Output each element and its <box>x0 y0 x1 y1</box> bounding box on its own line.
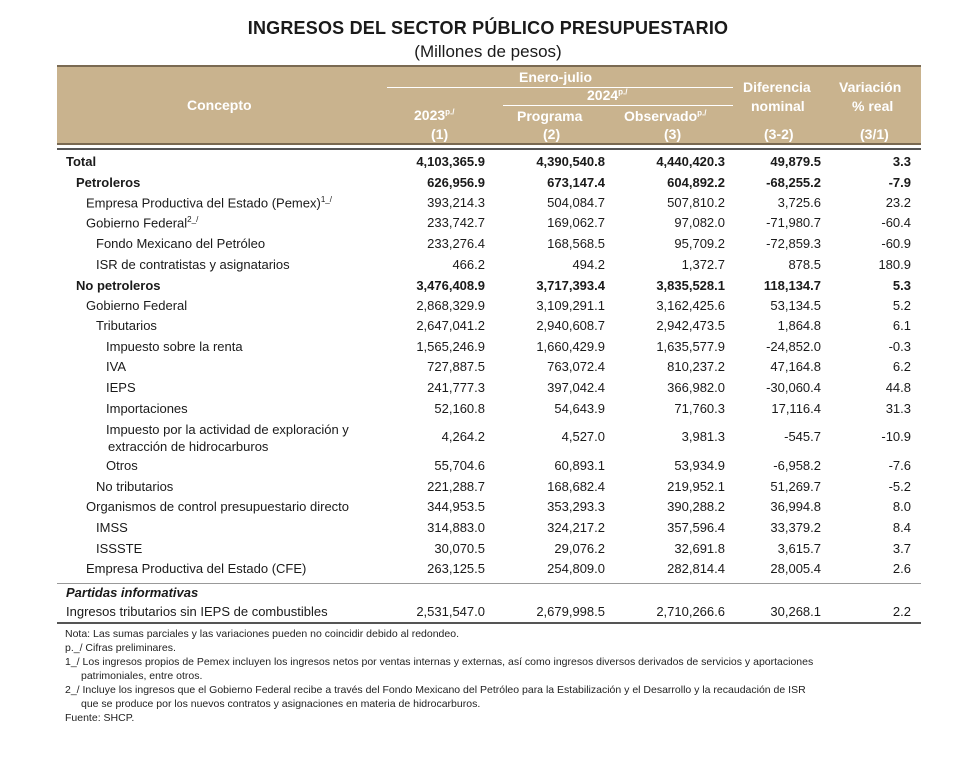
header-observado: Observado$^{p./}$ <box>624 108 707 124</box>
value-variacion: -10.9 <box>881 429 911 444</box>
value-programa: 504,084.7 <box>547 195 605 210</box>
header-year-2024: $2024^{p./}$ <box>587 87 628 103</box>
header-variacion-index: (3/1) <box>860 126 889 142</box>
value-2023: 30,070.5 <box>434 541 485 556</box>
informativas-heading: Partidas informativas <box>66 585 199 600</box>
value-diferencia: 47,164.8 <box>770 359 821 374</box>
value-2023: 52,160.8 <box>434 401 485 416</box>
value-2023: 727,887.5 <box>427 359 485 374</box>
value-diferencia: -68,255.2 <box>766 175 821 190</box>
value-diferencia: 878.5 <box>788 257 821 272</box>
value-2023: 4,103,365.9 <box>416 154 485 169</box>
value-observado: 3,162,425.6 <box>656 298 725 313</box>
value-2023: 55,704.6 <box>434 458 485 473</box>
value-programa: 4,527.0 <box>561 429 605 444</box>
row-label: Gobierno Federal$^{2\_/}$ <box>86 215 199 231</box>
row-label: Tributarios <box>96 318 157 333</box>
header-nominal: nominal <box>751 98 805 114</box>
value-observado: 71,760.3 <box>674 401 725 416</box>
note-2-cont: que se produce por los nuevos contratos y asignaciones en materia de hidrocarburos. <box>81 698 481 710</box>
value-observado: 3,981.3 <box>681 429 725 444</box>
header-col3-index: (3) <box>664 126 682 142</box>
value-variacion: 180.9 <box>878 257 911 272</box>
row-label: Organismos de control presupuestario directo <box>86 499 350 514</box>
header-bottom-rule <box>57 148 921 150</box>
value-programa: 169,062.7 <box>547 215 605 230</box>
value-variacion: 5.3 <box>892 278 911 293</box>
value-2023: 2,647,041.2 <box>416 318 485 333</box>
note-preliminares: p._/ Cifras preliminares. <box>65 642 176 654</box>
row-label: IVA <box>106 359 126 374</box>
value-2023: 393,214.3 <box>427 195 485 210</box>
table-subtitle: (Millones de pesos) <box>414 42 562 61</box>
value-variacion: 6.2 <box>892 359 911 374</box>
value-diferencia: -545.7 <box>784 429 821 444</box>
value-diferencia: -72,859.3 <box>766 236 821 251</box>
value-diferencia: 28,005.4 <box>770 561 821 576</box>
table-header <box>57 65 921 145</box>
value-observado: 2,942,473.5 <box>656 318 725 333</box>
value-2023: 263,125.5 <box>427 561 485 576</box>
value-observado: 3,835,528.1 <box>656 278 725 293</box>
value-2023: 233,276.4 <box>427 236 485 251</box>
value-programa: 54,643.9 <box>554 401 605 416</box>
row-label: Ingresos tributarios sin IEPS de combustibles <box>66 604 328 619</box>
value-observado: 1,372.7 <box>681 257 725 272</box>
row-label: Fondo Mexicano del Petróleo <box>96 236 266 251</box>
value-diferencia: 1,864.8 <box>777 318 821 333</box>
value-diferencia: 30,268.1 <box>770 604 821 619</box>
row-label: Impuesto sobre la renta <box>106 339 243 354</box>
value-observado: 32,691.8 <box>674 541 725 556</box>
row-label: ISSSTE <box>96 541 143 556</box>
value-observado: 357,596.4 <box>667 520 725 535</box>
value-programa: 254,809.0 <box>547 561 605 576</box>
value-observado: 390,288.2 <box>667 499 725 514</box>
row-label: Empresa Productiva del Estado (CFE) <box>86 561 307 576</box>
row-label: Impuesto por la actividad de exploración y extracción de hidrocarburos <box>106 422 349 454</box>
value-variacion: -7.9 <box>888 175 911 190</box>
footnote-marker: 2_/ <box>187 215 199 224</box>
table-title: INGRESOS DEL SECTOR PÚBLICO PRESUPUESTARIO <box>247 18 729 38</box>
value-observado: 1,635,577.9 <box>656 339 725 354</box>
value-observado: 4,440,420.3 <box>656 154 725 169</box>
value-diferencia: 53,134.5 <box>770 298 821 313</box>
value-2023: 466.2 <box>452 257 485 272</box>
value-programa: 168,682.4 <box>547 479 605 494</box>
row-label: No petroleros <box>76 278 161 293</box>
row-label: Importaciones <box>106 401 188 416</box>
value-variacion: 2.6 <box>892 561 911 576</box>
header-periodo: Enero-julio <box>519 69 593 85</box>
value-programa: 763,072.4 <box>547 359 605 374</box>
value-observado: 604,892.2 <box>667 175 725 190</box>
value-diferencia: 51,269.7 <box>770 479 821 494</box>
informativas-rule <box>57 583 921 584</box>
value-variacion: 31.3 <box>885 401 911 416</box>
note-1-cont: patrimoniales, entre otros. <box>81 670 203 682</box>
value-variacion: 3.7 <box>892 541 911 556</box>
value-programa: 1,660,429.9 <box>536 339 605 354</box>
value-observado: 282,814.4 <box>667 561 725 576</box>
value-observado: 53,934.9 <box>674 458 725 473</box>
value-2023: 2,868,329.9 <box>416 298 485 313</box>
header-col1-index: (1) <box>431 126 449 142</box>
header-diferencia: Diferencia <box>743 79 811 95</box>
value-diferencia: 3,615.7 <box>777 541 821 556</box>
value-observado: 507,810.2 <box>667 195 725 210</box>
value-diferencia: -24,852.0 <box>766 339 821 354</box>
value-observado: 366,982.0 <box>667 380 725 395</box>
footnotes <box>65 627 813 725</box>
value-diferencia: 118,134.7 <box>763 278 821 293</box>
value-diferencia: 49,879.5 <box>770 154 821 169</box>
header-pct-real: % real <box>852 98 894 114</box>
value-variacion: 44.8 <box>885 380 911 395</box>
value-programa: 3,717,393.4 <box>536 278 605 293</box>
value-variacion: 8.4 <box>892 520 911 535</box>
value-programa: 397,042.4 <box>547 380 605 395</box>
header-concepto: Concepto <box>187 97 252 113</box>
value-variacion: -5.2 <box>888 479 911 494</box>
value-observado: 97,082.0 <box>674 215 725 230</box>
note-fuente: Fuente: SHCP. <box>65 712 135 724</box>
header-year-2023: $2023^{p./}$ <box>414 107 455 123</box>
value-programa: 3,109,291.1 <box>536 298 605 313</box>
value-diferencia: 17,116.4 <box>771 401 821 416</box>
row-label: ISR de contratistas y asignatarios <box>96 257 290 272</box>
value-programa: 60,893.1 <box>554 458 605 473</box>
value-variacion: -60.9 <box>881 236 911 251</box>
value-observado: 2,710,266.6 <box>656 604 725 619</box>
row-label: IEPS <box>106 380 136 395</box>
header-diferencia-index: (3-2) <box>764 126 794 142</box>
value-programa: 324,217.2 <box>547 520 605 535</box>
row-label: Otros <box>106 458 138 473</box>
value-observado: 95,709.2 <box>674 236 725 251</box>
value-diferencia: 36,994.8 <box>770 499 821 514</box>
value-variacion: 8.0 <box>892 499 911 514</box>
value-diferencia: 3,725.6 <box>777 195 821 210</box>
value-observado: 810,237.2 <box>667 359 725 374</box>
note-redondeo: Nota: Las sumas parciales y las variaciones pueden no coincidir debido al redondeo. <box>65 628 459 640</box>
note-1: 1_/ Los ingresos propios de Pemex incluyen los ingresos netos por ventas internas y externas, así como ingresos diversos derivados de servicios y aportaciones <box>65 656 814 668</box>
value-2023: 626,956.9 <box>427 175 485 190</box>
value-variacion: 3.3 <box>892 154 911 169</box>
value-variacion: -60.4 <box>881 215 911 230</box>
value-programa: 29,076.2 <box>554 541 605 556</box>
row-label: Empresa Productiva del Estado (Pemex)$^{1\_/}$ <box>86 195 332 211</box>
value-observado: 219,952.1 <box>667 479 725 494</box>
value-diferencia: 33,379.2 <box>770 520 821 535</box>
value-programa: 168,568.5 <box>547 236 605 251</box>
value-programa: 2,940,608.7 <box>536 318 605 333</box>
value-diferencia: -30,060.4 <box>766 380 821 395</box>
value-2023: 314,883.0 <box>427 520 485 535</box>
value-2023: 4,264.2 <box>441 429 485 444</box>
value-programa: 494.2 <box>572 257 605 272</box>
row-label: No tributarios <box>96 479 174 494</box>
value-variacion: 6.1 <box>892 318 911 333</box>
value-2023: 2,531,547.0 <box>416 604 485 619</box>
value-2023: 233,742.7 <box>427 215 485 230</box>
value-programa: 353,293.3 <box>547 499 605 514</box>
value-2023: 241,777.3 <box>427 380 485 395</box>
value-variacion: 23.2 <box>885 195 911 210</box>
row-label: Gobierno Federal <box>86 298 188 313</box>
value-variacion: 5.2 <box>892 298 911 313</box>
header-col2-index: (2) <box>543 126 561 142</box>
row-label: Total <box>66 154 97 169</box>
row-label: Petroleros <box>76 175 141 190</box>
row-label: IMSS <box>96 520 128 535</box>
value-variacion: -0.3 <box>888 339 911 354</box>
value-2023: 1,565,246.9 <box>416 339 485 354</box>
footnote-marker: 1_/ <box>320 195 332 204</box>
value-2023: 344,953.5 <box>427 499 485 514</box>
header-programa: Programa <box>517 108 583 124</box>
value-diferencia: -71,980.7 <box>766 215 821 230</box>
value-programa: 4,390,540.8 <box>536 154 605 169</box>
table-bottom-rule <box>57 622 921 624</box>
value-variacion: 2.2 <box>892 604 911 619</box>
value-variacion: -7.6 <box>888 458 911 473</box>
value-diferencia: -6,958.2 <box>773 458 821 473</box>
value-programa: 2,679,998.5 <box>536 604 605 619</box>
value-programa: 673,147.4 <box>547 175 605 190</box>
note-2: 2_/ Incluye los ingresos que el Gobierno Federal recibe a través del Fondo Mexicano del Petróleo para la Estabilización y el Desarrollo y la recaudación de ISR <box>65 684 806 696</box>
header-variacion: Variación <box>839 79 902 95</box>
value-2023: 221,288.7 <box>427 479 485 494</box>
value-2023: 3,476,408.9 <box>416 278 485 293</box>
